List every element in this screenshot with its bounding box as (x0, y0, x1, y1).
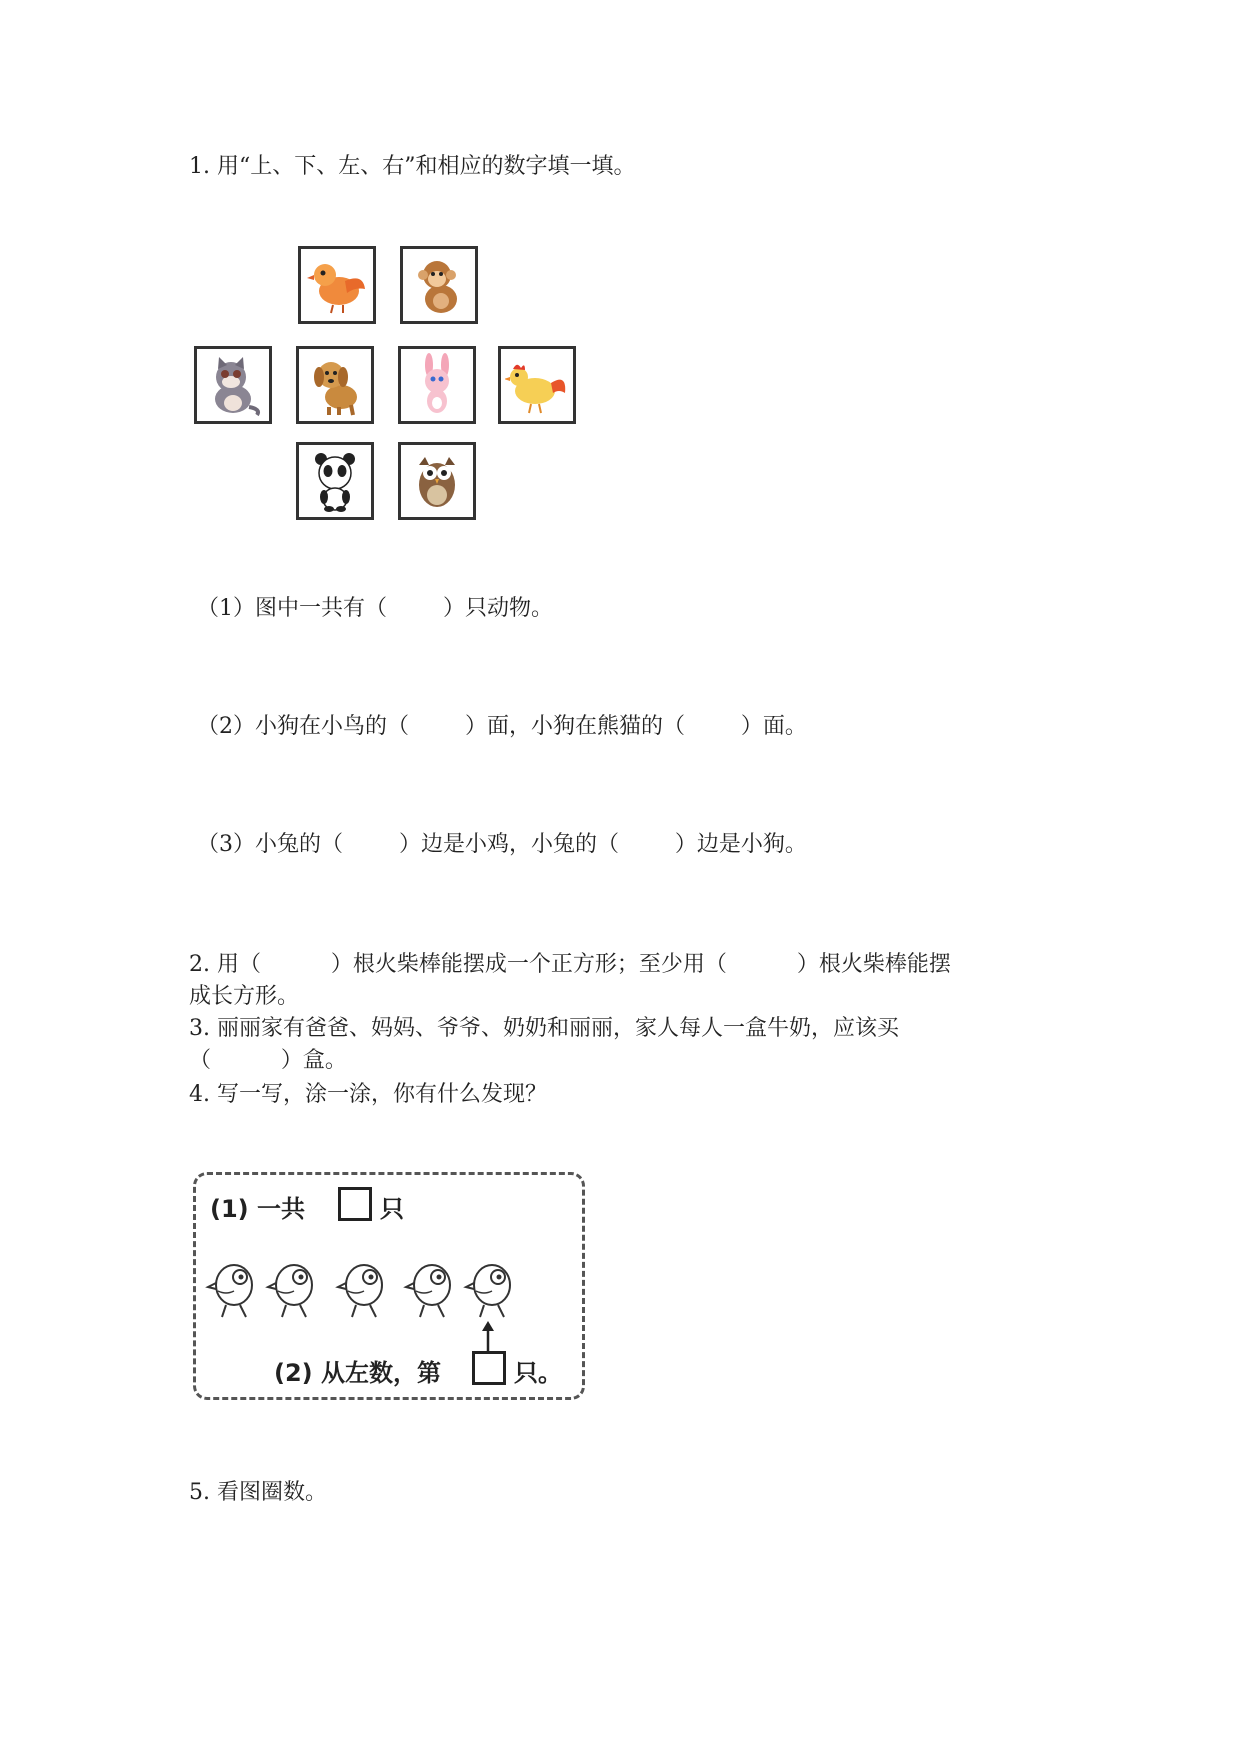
panda-icon (303, 449, 367, 513)
q1-sub3: （3）小兔的（ ）边是小鸡，小兔的（ ）边是小狗。 (197, 832, 807, 857)
cell-owl (398, 442, 476, 520)
chick-icon (204, 1255, 260, 1321)
q5-stem: 5. 看图圈数。 (189, 1480, 327, 1505)
q1-sub2: （2）小狗在小鸟的（ ）面，小狗在熊猫的（ ）面。 (197, 714, 807, 739)
chicken-icon (505, 353, 569, 417)
q1-stem: 1. 用“上、下、左、右”和相应的数字填一填。 (189, 154, 636, 179)
rabbit-icon (405, 353, 469, 417)
cell-bird (298, 246, 376, 324)
owl-icon (405, 449, 469, 513)
bird-icon (305, 253, 369, 317)
chick-icon (462, 1255, 518, 1321)
cell-panda (296, 442, 374, 520)
q2-line1: 2. 用（ ）根火柴棒能摆成一个正方形；至少用（ ）根火柴棒能摆 (189, 952, 951, 977)
chick-icon (264, 1255, 320, 1321)
q1-sub1: （1）图中一共有（ ）只动物。 (197, 596, 553, 621)
cat-icon (201, 353, 265, 417)
part2-suffix: 只。 (514, 1359, 562, 1387)
q3-line1: 3. 丽丽家有爸爸、妈妈、爷爷、奶奶和丽丽，家人每人一盒牛奶，应该买 (189, 1016, 899, 1041)
q4-stem: 4. 写一写，涂一涂，你有什么发现？ (189, 1082, 547, 1107)
chick-counting-panel (193, 1172, 585, 1400)
cell-monkey (400, 246, 478, 324)
position-answer-box[interactable] (472, 1351, 506, 1385)
cell-chicken (498, 346, 576, 424)
up-arrow-icon (480, 1319, 496, 1353)
total-count-box[interactable] (338, 1187, 372, 1221)
dog-icon (303, 353, 367, 417)
cell-cat (194, 346, 272, 424)
part1-prefix: (1) 一共 (210, 1195, 305, 1223)
chick-icon (402, 1255, 458, 1321)
chick-icon (334, 1255, 390, 1321)
part1-suffix: 只 (380, 1195, 404, 1223)
cell-dog (296, 346, 374, 424)
part2-prefix: (2) 从左数，第 (274, 1359, 441, 1387)
monkey-icon (407, 253, 471, 317)
q2-line2: 成长方形。 (189, 984, 300, 1009)
cell-rabbit (398, 346, 476, 424)
q3-line2: （ ）盒。 (189, 1048, 347, 1073)
